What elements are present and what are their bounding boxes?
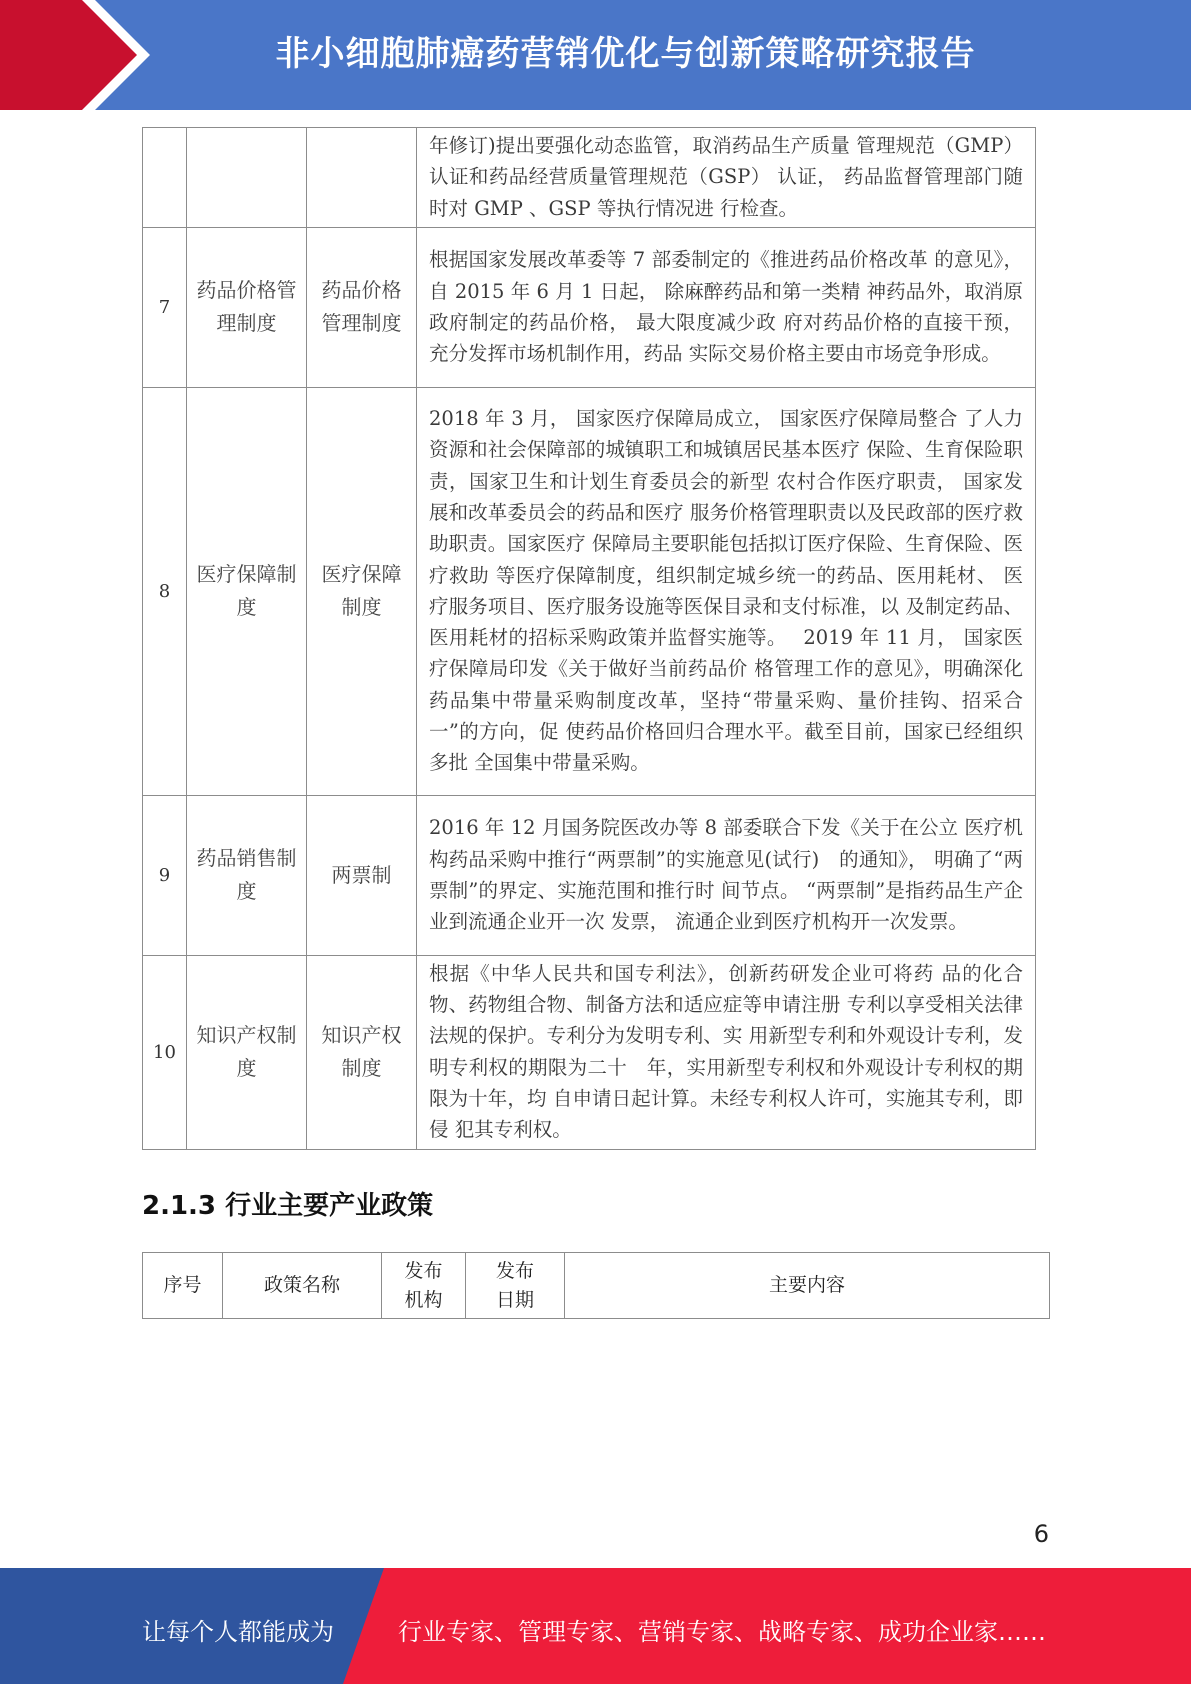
row-category: 药品价格管理制度 <box>187 227 307 387</box>
column-header-index: 序号 <box>143 1253 223 1319</box>
header-banner <box>0 0 1191 110</box>
row-number: 9 <box>143 795 187 955</box>
table-header-row <box>143 1253 1050 1319</box>
row-category: 医疗保障制度 <box>187 387 307 795</box>
table-row <box>143 955 1036 1149</box>
row-number: 8 <box>143 387 187 795</box>
column-header-policy-name: 政策名称 <box>223 1253 382 1319</box>
row-system: 两票制 <box>307 795 417 955</box>
row-content: 年修订)提出要强化动态监管，取消药品生产质量 管理规范（GMP）认证和药品经营质量管理规范（GSP） 认证， 药品监督管理部门随时对 GMP 、GSP 等执行情况进 行检查。 <box>417 128 1036 228</box>
row-number <box>143 128 187 228</box>
row-number: 7 <box>143 227 187 387</box>
row-number: 10 <box>143 955 187 1149</box>
row-category <box>187 128 307 228</box>
report-title: 非小细胞肺癌药营销优化与创新策略研究报告 <box>275 34 976 74</box>
table-row <box>143 227 1036 387</box>
table-row <box>143 128 1036 228</box>
row-system: 医疗保障制度 <box>307 387 417 795</box>
footer-slogan-left: 让每个人都能成为 <box>142 1618 334 1646</box>
table-row <box>143 795 1036 955</box>
column-header-content: 主要内容 <box>565 1253 1050 1319</box>
policy-table <box>142 127 1036 1150</box>
section-heading: 2.1.3 行业主要产业政策 <box>142 1191 434 1221</box>
footer-banner <box>0 1568 1191 1684</box>
row-content: 根据《中华人民共和国专利法》，创新药研发企业可将药 品的化合物、药物组合物、制备方法和适应症等申请注册 专利以享受相关法律法规的保护。专利分为发明专利、实 用新型专利和外观设计专利，发明专利权的期限为二十 年，实用新型专利权和外观设计专利权的期限为十年，均 自申请日起计算。未经专利权人许可，实施其专利，即侵 犯其专利权。 <box>417 955 1036 1149</box>
row-category: 药品销售制度 <box>187 795 307 955</box>
footer-slogan-right: 行业专家、管理专家、营销专家、战略专家、成功企业家…… <box>398 1618 1046 1646</box>
column-header-publisher: 发布 机构 <box>382 1253 466 1319</box>
column-header-date: 发布 日期 <box>466 1253 565 1319</box>
row-content: 2018 年 3 月， 国家医疗保障局成立， 国家医疗保障局整合 了人力资源和社会保障部的城镇职工和城镇居民基本医疗 保险、生育保险职责，国家卫生和计划生育委员会的新型 农村合作医疗职责， 国家发展和改革委员会的药品和医疗 服务价格管理职责以及民政部的医疗救助职责。国家医疗 保障局主要职能包括拟订医疗保险、生育保险、医疗救助 等医疗保障制度，组织制定城乡统一的药品、医用耗材、 医疗服务项目、医疗服务设施等医保目录和支付标准，以 及制定药品、医用耗材的招标采购政策并监督实施等。 2019 年 11 月， 国家医疗保障局印发《关于做好当前药品价 格管理工作的意见》，明确深化药品集中带量采购制度改革，坚持“带量采购、量价挂钩、招采合一”的方向，促 使药品价格回归合理水平。截至目前，国家已经组织多批 全国集中带量采购。 <box>417 387 1036 795</box>
row-content: 根据国家发展改革委等 7 部委制定的《推进药品价格改革 的意见》， 自 2015 年 6 月 1 日起， 除麻醉药品和第一类精 神药品外，取消原政府制定的药品价格， 最大限度减少政 府对药品价格的直接干预，充分发挥市场机制作用，药品 实际交易价格主要由市场竞争形成。 <box>417 227 1036 387</box>
table-row <box>143 387 1036 795</box>
row-system: 知识产权制度 <box>307 955 417 1149</box>
row-content: 2016 年 12 月国务院医改办等 8 部委联合下发《关于在公立 医疗机构药品采购中推行“两票制”的实施意见(试行) 的通知》， 明确了“两票制”的界定、实施范围和推行时 间节点。 “两票制”是指药品生产企业到流通企业开一次 发票， 流通企业到医疗机构开一次发票。 <box>417 795 1036 955</box>
row-category: 知识产权制度 <box>187 955 307 1149</box>
row-system: 药品价格管理制度 <box>307 227 417 387</box>
row-system <box>307 128 417 228</box>
page-number: 6 <box>1033 1520 1049 1548</box>
industry-policy-table <box>142 1252 1050 1319</box>
